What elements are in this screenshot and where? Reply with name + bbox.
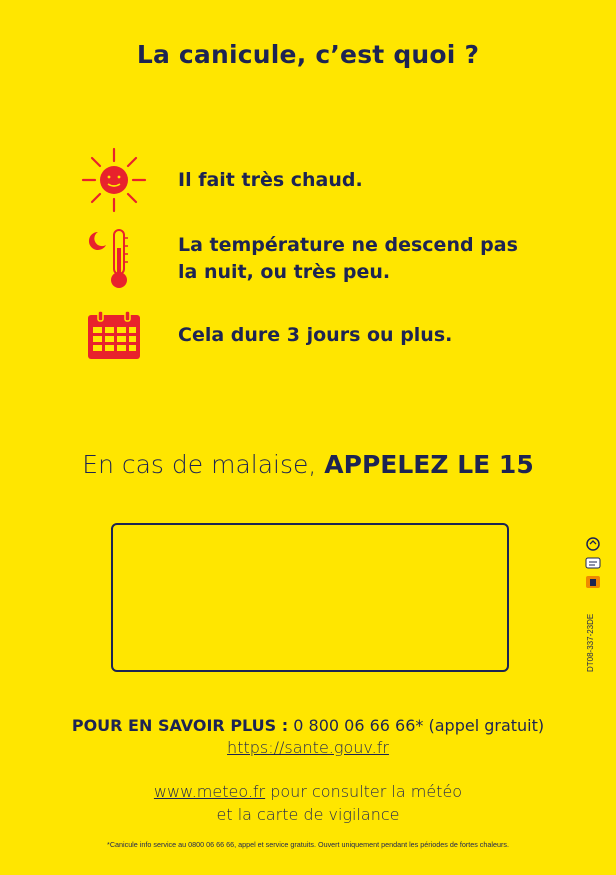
phone-note: (appel gratuit) [428,716,545,735]
more-info-line [0,715,616,737]
paper-logo-icon [585,556,601,570]
triman-logo-icon [585,575,601,589]
blank-frame [111,523,509,672]
list-item-duration [78,300,452,370]
meteo-line1: pour consulter la météo [270,782,463,801]
calendar-icon [78,300,150,370]
list-item-night [78,224,518,294]
page-title: La canicule, c’est quoi ? [136,40,480,69]
item-text: Il fait très chaud. [178,168,363,191]
more-info-label: POUR EN SAVOIR PLUS : [71,716,289,735]
meteo-info [0,780,616,826]
sun-icon [78,145,150,215]
meteo-line2: et la carte de vigilance [216,805,400,824]
emergency-call-15: APPELEZ LE 15 [324,450,534,479]
item-text: Cela dure 3 jours ou plus. [178,323,453,346]
emergency-prefix: En cas de malaise, [82,450,317,479]
item-text: La température ne descend pas la nuit, ou très peu. [178,234,518,283]
recycling-logos [582,537,604,589]
phone-number: 0 800 06 66 66* [293,716,424,735]
more-info [0,715,616,759]
list-item-heat [78,145,363,215]
document-reference: DT08-337-23DE [586,613,595,672]
meteo-link[interactable]: www.meteo.fr [153,782,266,801]
emergency-line [0,450,616,479]
sante-gouv-link[interactable]: https://sante.gouv.fr [227,738,389,757]
footnote: *Canicule info service au 0800 06 66 66, appel et service gratuits. Ouvert uniquement pendant les périodes de fortes chaleurs. [107,840,509,849]
thermometer-moon-icon [78,224,150,294]
recycle-logo-icon [585,537,601,551]
